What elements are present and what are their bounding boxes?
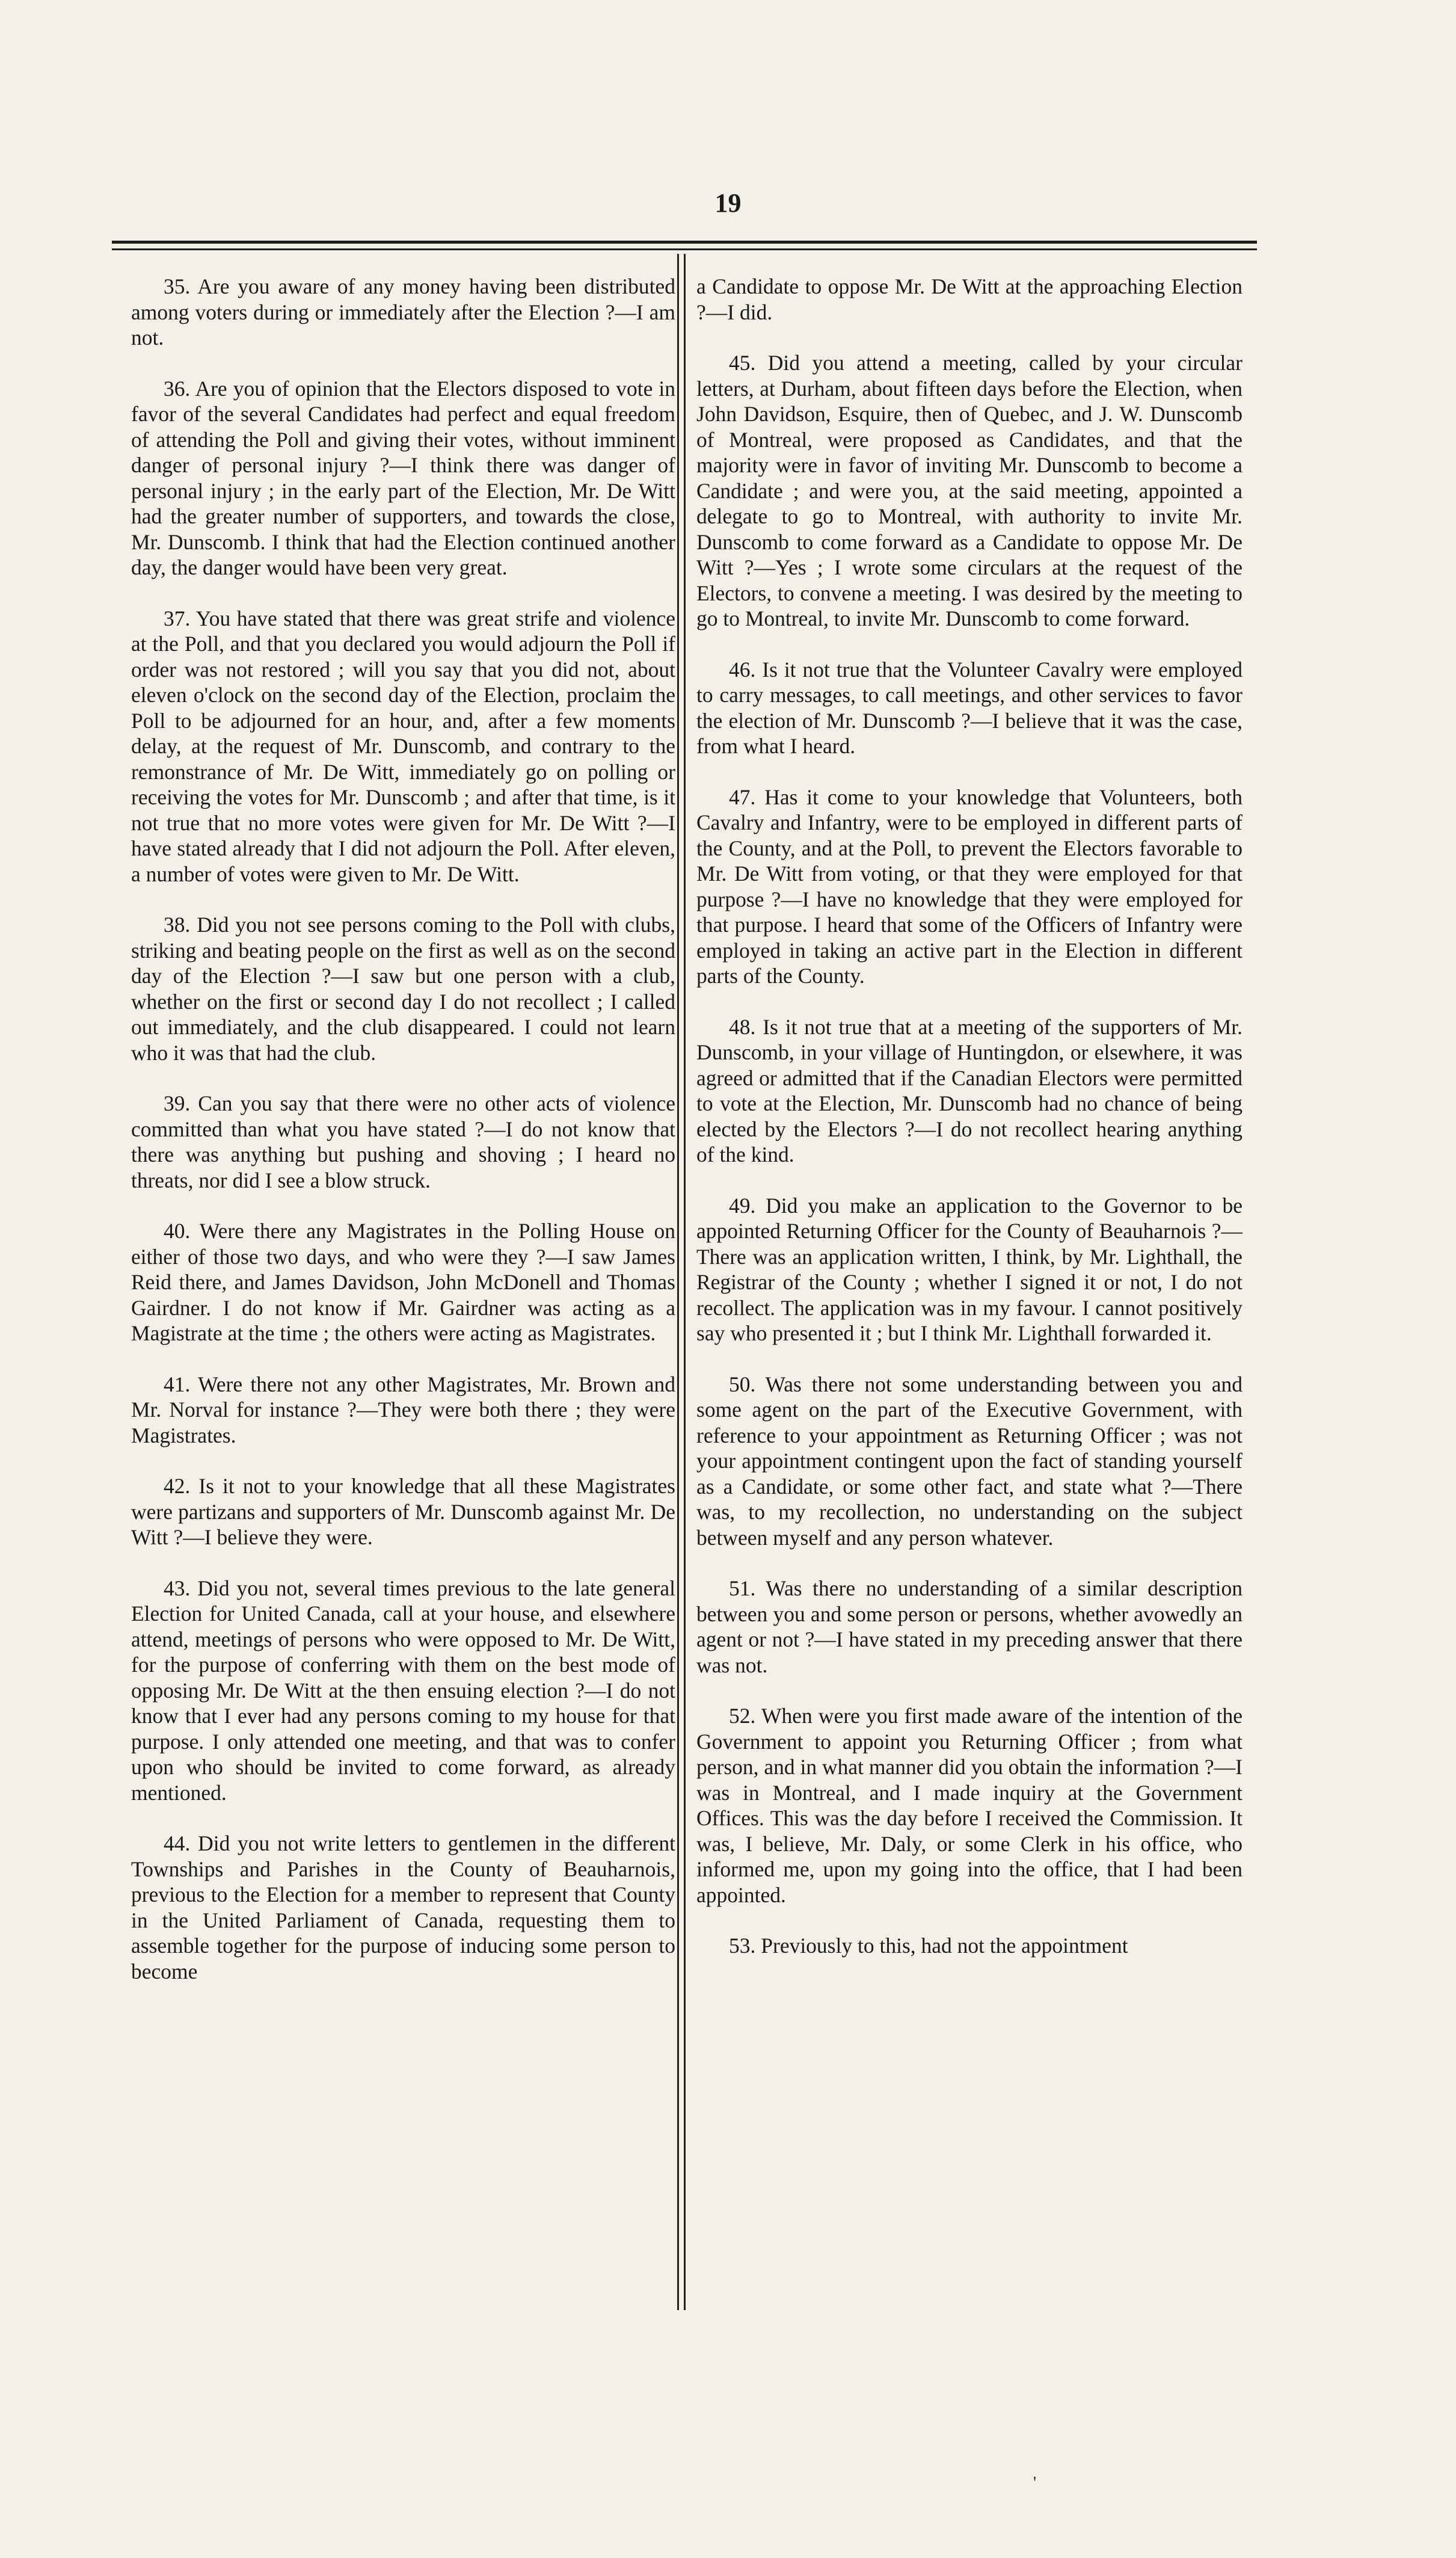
question-38: 38. Did you not see persons coming to the Poll with clubs, striking and beating people on the first as well as on the second day of the Election ?—I saw but one person with a club, whether on the first or second day I do not recollect ; I called out immediately, and the club disappeared. I could not learn who it was that had the club.	[131, 913, 675, 1065]
right-column	[696, 274, 1243, 1959]
question-47: 47. Has it come to your knowledge that Volunteers, both Cavalry and Infantry, were to be employed in different parts of the County, and at the Poll, to prevent the Electors favorable to Mr. De Witt from voting, or that they were employed for that purpose ?—I have no knowledge that they were employed for that purpose. I heard that some of the Officers of Infantry were employed in taking an active part in the Election in different parts of the County.	[696, 784, 1243, 988]
question-45: 45. Did you attend a meeting, called by your circular letters, at Durham, about fifteen days before the Election, when John Davidson, Esquire, then of Quebec, and J. W. Dunscomb of Montreal, were proposed as Candidates, and that the majority were in favor of inviting Mr. Dunscomb to become a Candidate ; and were you, at the said meeting, appointed a delegate to go to Montreal, with authority to invite Mr. Dunscomb to come forward as a Candidate to oppose Mr. De Witt ?—Yes ; I wrote some circulars at the request of the Electors, to convene a meeting. I was desired by the meeting to go to Montreal, to invite Mr. Dunscomb to come forward.	[696, 351, 1243, 630]
question-46: 46. Is it not true that the Volunteer Cavalry were employed to carry messages, to call meetings, and other services to favor the election of Mr. Dunscomb ?—I believe that it was the case, from what I heard.	[696, 657, 1243, 758]
question-51: 51. Was there no understanding of a similar description between you and some person or persons, whether avowedly an agent or not ?—I have stated in my preceding answer that there was not.	[696, 1576, 1243, 1677]
question-52: 52. When were you first made aware of the intention of the Government to appoint you Returning Officer ; from what person, and in what manner did you obtain the information ?—I was in Montreal, and I made inquiry at the Government Offices. This was the day before I received the Commission. It was, I believe, Mr. Daly, or some Clerk in his office, who informed me, upon my going into the office, that I had been appointed.	[696, 1704, 1243, 1907]
left-column	[131, 274, 675, 1984]
question-36: 36. Are you of opinion that the Electors disposed to vote in favor of the several Candidates had perfect and equal freedom of attending the Poll and giving their votes, without imminent danger of personal injury ?—I think there was danger of personal injury ; in the early part of the Election, Mr. De Witt had the greater number of supporters, and towards the close, Mr. Dunscomb. I think that had the Election continued another day, the danger would have been very great.	[131, 376, 675, 579]
page-number: 19	[714, 188, 742, 218]
question-49: 49. Did you make an application to the Governor to be appointed Returning Officer for the County of Beauharnois ?—There was an application written, I think, by Mr. Lighthall, the Registrar of the County ; whether I signed it or not, I do not recollect. The application was in my favour. I cannot positively say who presented it ; but I think Mr. Lighthall forwarded it.	[696, 1193, 1243, 1345]
column-divider-left	[677, 254, 679, 2310]
question-43: 43. Did you not, several times previous to the late general Election for United Canada, call at your house, and elsewhere attend, meetings of persons who were opposed to Mr. De Witt, for the purpose of conferring with them on the best mode of opposing Mr. De Witt at the then ensuing election ?—I do not know that I ever had any persons coming to my house for that purpose. I only attended one meeting, and that was to confer upon who should be invited to come forward, as already mentioned.	[131, 1576, 675, 1805]
header-rule-thick	[112, 241, 1257, 244]
question-48: 48. Is it not true that at a meeting of the supporters of Mr. Dunscomb, in your village of Huntingdon, or elsewhere, it was agreed or admitted that if the Canadian Electors were permitted to vote at the Election, Mr. Dunscomb had no chance of being elected by the Electors ?—I do not recollect hearing anything of the kind.	[696, 1014, 1243, 1167]
column-divider-right	[684, 254, 686, 2310]
question-44: 44. Did you not write letters to gentlemen in the different Townships and Parishes in the County of Beauharnois, previous to the Election for a member to represent that County in the United Parliament of Canada, requesting them to assemble together for the purpose of inducing some person to become	[131, 1831, 675, 1983]
question-53: 53. Previously to this, had not the appointment	[729, 1934, 1128, 1958]
question-41: 41. Were there not any other Magistrates, Mr. Brown and Mr. Norval for instance ?—They were both there ; they were Magistrates.	[131, 1372, 675, 1447]
footer-mark: '	[1033, 2474, 1037, 2492]
question-37: 37. You have stated that there was great strife and violence at the Poll, and that you declared you would adjourn the Poll if order was not restored ; will you say that you did not, about eleven o'clock on the second day of the Election, proclaim the Poll to be adjourned for an hour, and, after a few moments delay, at the request of Mr. Dunscomb, and contrary to the remonstrance of Mr. De Witt, immediately go on polling or receiving the votes for Mr. Dunscomb ; and after that time, is it not true that no more votes were given for Mr. De Witt ?—I have stated already that I did not adjourn the Poll. After eleven, a number of votes were given to Mr. De Witt.	[131, 606, 675, 886]
question-50: 50. Was there not some understanding between you and some agent on the part of the Executive Government, with reference to your appointment as Returning Officer ; was not your appointment contingent upon the fact of standing yourself as a Candidate, or some other fact, and state what ?—There was, to my recollection, no understanding on the subject between myself and any person whatever.	[696, 1372, 1243, 1550]
question-40: 40. Were there any Magistrates in the Polling House on either of those two days, and who were they ?—I saw James Reid there, and James Davidson, John McDonell and Thomas Gairdner. I do not know if Mr. Gairdner was acting as a Magistrate at the time ; the others were acting as Magistrates.	[131, 1219, 675, 1345]
header-rule-thin	[112, 248, 1257, 250]
question-39: 39. Can you say that there were no other acts of violence committed than what you have stated ?—I do not know that there was anything but pushing and shoving ; I heard no threats, nor did I see a blow struck.	[131, 1091, 675, 1192]
question-42: 42. Is it not to your knowledge that all these Magistrates were partizans and supporters of Mr. Dunscomb against Mr. De Witt ?—I believe they were.	[131, 1474, 675, 1549]
question-44-continued: a Candidate to oppose Mr. De Witt at the approaching Election ?—I did.	[696, 274, 1243, 324]
question-35: 35. Are you aware of any money having been distributed among voters during or immediately after the Election ?—I am not.	[131, 274, 675, 350]
